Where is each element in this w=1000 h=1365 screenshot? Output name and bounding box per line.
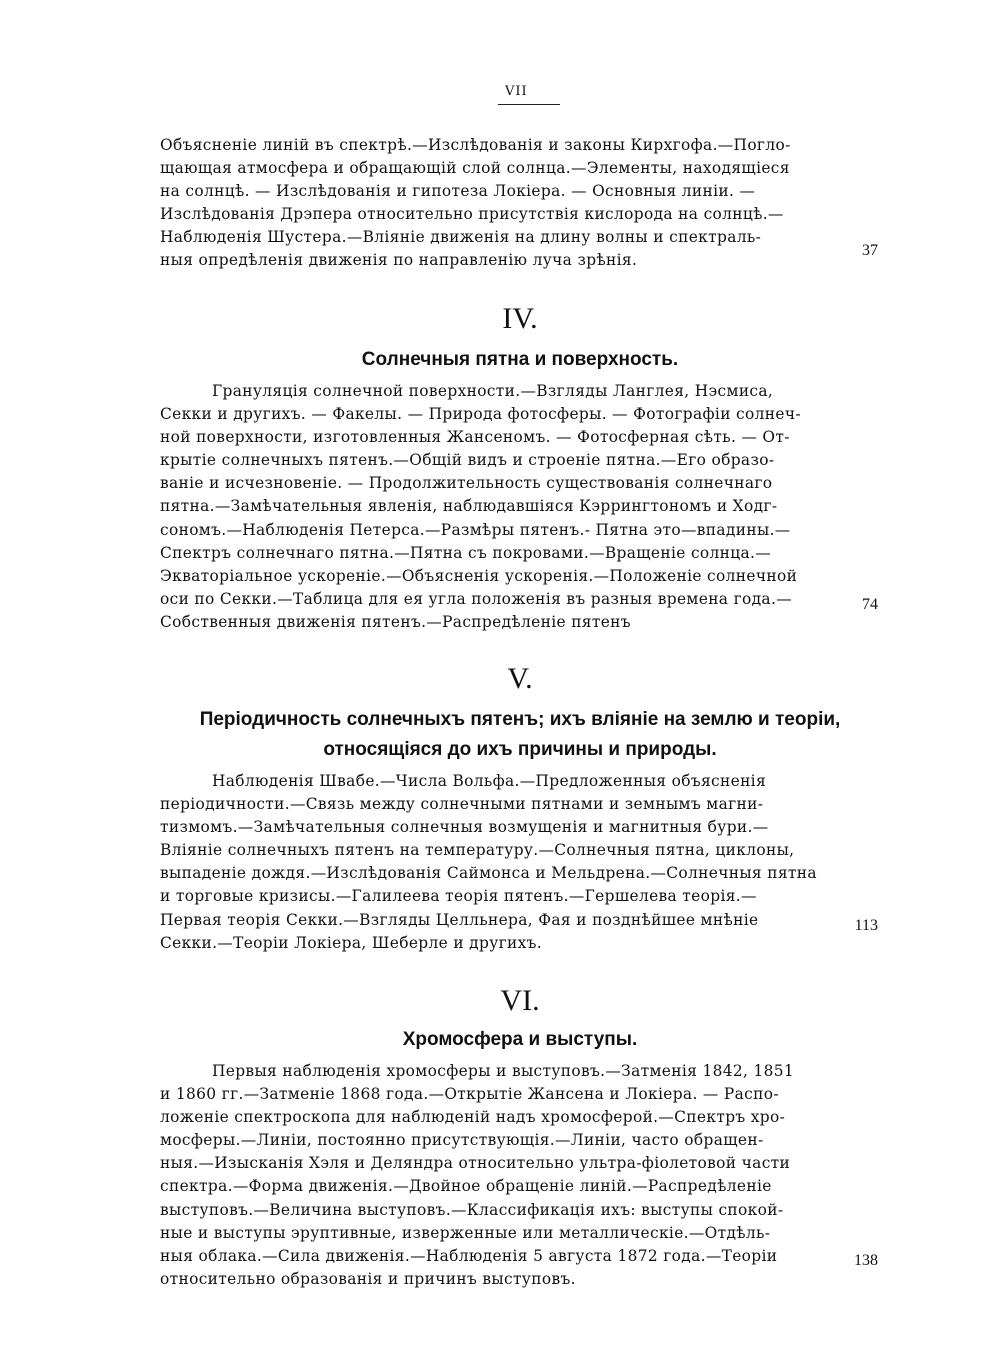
chapter-summary [160,770,828,955]
text-line: Объясненіе линій въ спектрѣ.—Изслѣдованія и законы Кирхгофа.—Погло- [160,136,791,154]
chapter-summary [160,380,828,634]
text-line: пятна.—Замѣчательныя явленія, наблюдавшіяся Кэррингтономъ и Ходг- [160,497,778,516]
chapter-summary [160,1060,828,1291]
text-line: Экваторіальное ускореніе.—Объясненія ускоренія.—Положеніе солнечной [160,566,798,585]
page-reference: 37 [862,242,878,259]
text-line: выпаденіе дождя.—Изслѣдованія Саймонса и Мельдрена.—Солнечныя пятна [160,864,817,883]
text-line: на солнцѣ. — Изслѣдованія и гипотеза Локіера. — Основныя линіи. — [160,182,756,201]
text-line: ные и выступы эруптивные, изверженные или металлическіе.—Отдѣль- [160,1223,771,1242]
page-reference: 138 [854,1252,878,1269]
text-line: ной поверхности, изготовленныя Жансеномъ. — Фотосферная сѣть. — От- [160,428,790,447]
text-line: Наблюденія Швабе.—Числа Вольфа.—Предложенныя объясненія [212,772,767,790]
text-line: сономъ.—Наблюденія Петерса.—Размѣры пятенъ.- Пятна это—впадины.— [160,520,791,539]
chapter-title: Періодичность солнечныхъ пятенъ; ихъ вліяніе на землю и теоріи, [199,709,841,730]
header-rule [498,104,560,105]
chapter-numeral: VI. [500,984,540,1017]
text-line: ныя.—Изысканія Хэля и Деляндра относительно ультра-фіолетовой части [160,1154,791,1173]
text-line: выступовъ.—Величина выступовъ.—Классификація ихъ: выступы спокой- [160,1200,784,1219]
text-line: Первыя наблюденія хромосферы и выступовъ.—Затменія 1842, 1851 [212,1062,795,1080]
page-reference: 113 [854,917,878,934]
text-line: ваніе и исчезновеніе. — Продолжительность существованія солнечнаго [160,474,773,493]
page-number: VII [505,84,528,99]
chapter-title: Солнечныя пятна и поверхность. [361,349,679,370]
text-line: относительно образованія и причинъ выступовъ. [160,1269,576,1288]
chapter-numeral: V. [507,662,533,695]
text-line: ныя опредѣленія движенія по направленію луча зрѣнія. [160,251,638,270]
text-line: Наблюденія Шустера.—Вліяніе движенія на длину волны и спектраль- [160,228,762,247]
page-reference: 74 [862,596,878,613]
text-line: Грануляція солнечной поверхности.—Взгляды Ланглея, Нэсмиса, [212,382,774,400]
intro-paragraph [160,134,828,273]
text-line: спектра.—Форма движенія.—Двойное обращеніе линій.—Распредѣленіе [160,1177,772,1196]
chapter-title-continued: относящіяся до ихъ причины и природы. [323,739,717,760]
text-line: періодичности.—Связь между солнечными пятнами и земнымъ магни- [160,795,764,814]
text-line: Секки.—Теоріи Локіера, Шеберле и другихъ. [160,933,543,952]
text-line: Собственныя движенія пятенъ.—Распредѣленіе пятенъ [160,612,631,631]
text-line: Вліяніе солнечныхъ пятенъ на температуру.—Солнечныя пятна, циклоны, [160,841,795,860]
text-line: мосферы.—Линіи, постоянно присутствующія.—Линіи, часто обращен- [160,1131,764,1150]
text-line: Первая теорія Секки.—Взгляды Целльнера, Фая и позднѣйшее мнѣніе [160,910,759,929]
text-line: тизмомъ.—Замѣчательныя солнечныя возмущенія и магнитныя бури.— [160,818,769,837]
text-line: Спектръ солнечнаго пятна.—Пятна съ покровами.—Вращеніе солнца.— [160,543,772,562]
text-line: Секки и другихъ. — Факелы. — Природа фотосферы. — Фотографіи солнеч- [160,405,801,424]
text-line: и 1860 гг.—Затменіе 1868 года.—Открытіе Жансена и Локіера. — Распо- [160,1085,779,1104]
text-line: крытіе солнечныхъ пятенъ.—Общій видъ и строеніе пятна.—Его образо- [160,451,775,470]
text-line: и торговые кризисы.—Галилеева теорія пятенъ.—Гершелева теорія.— [160,887,757,906]
text-line: ложеніе спектроскопа для наблюденій надъ хромосферой.—Спектръ хро- [160,1108,786,1127]
text-line: ныя облака.—Сила движенія.—Наблюденія 5 августа 1872 года.—Теоріи [160,1246,778,1265]
chapter-numeral: IV. [502,302,538,335]
text-line: щающая атмосфера и обращающій слой солнца.—Элементы, находящіеся [160,159,790,178]
text-line: оси по Секки.—Таблица для ея угла положенія въ разныя времена года.— [160,589,792,608]
chapter-title: Хромосфера и выступы. [402,1029,638,1050]
text-line: Изслѣдованія Дрэпера относительно присутствія кислорода на солнцѣ.— [160,205,784,224]
